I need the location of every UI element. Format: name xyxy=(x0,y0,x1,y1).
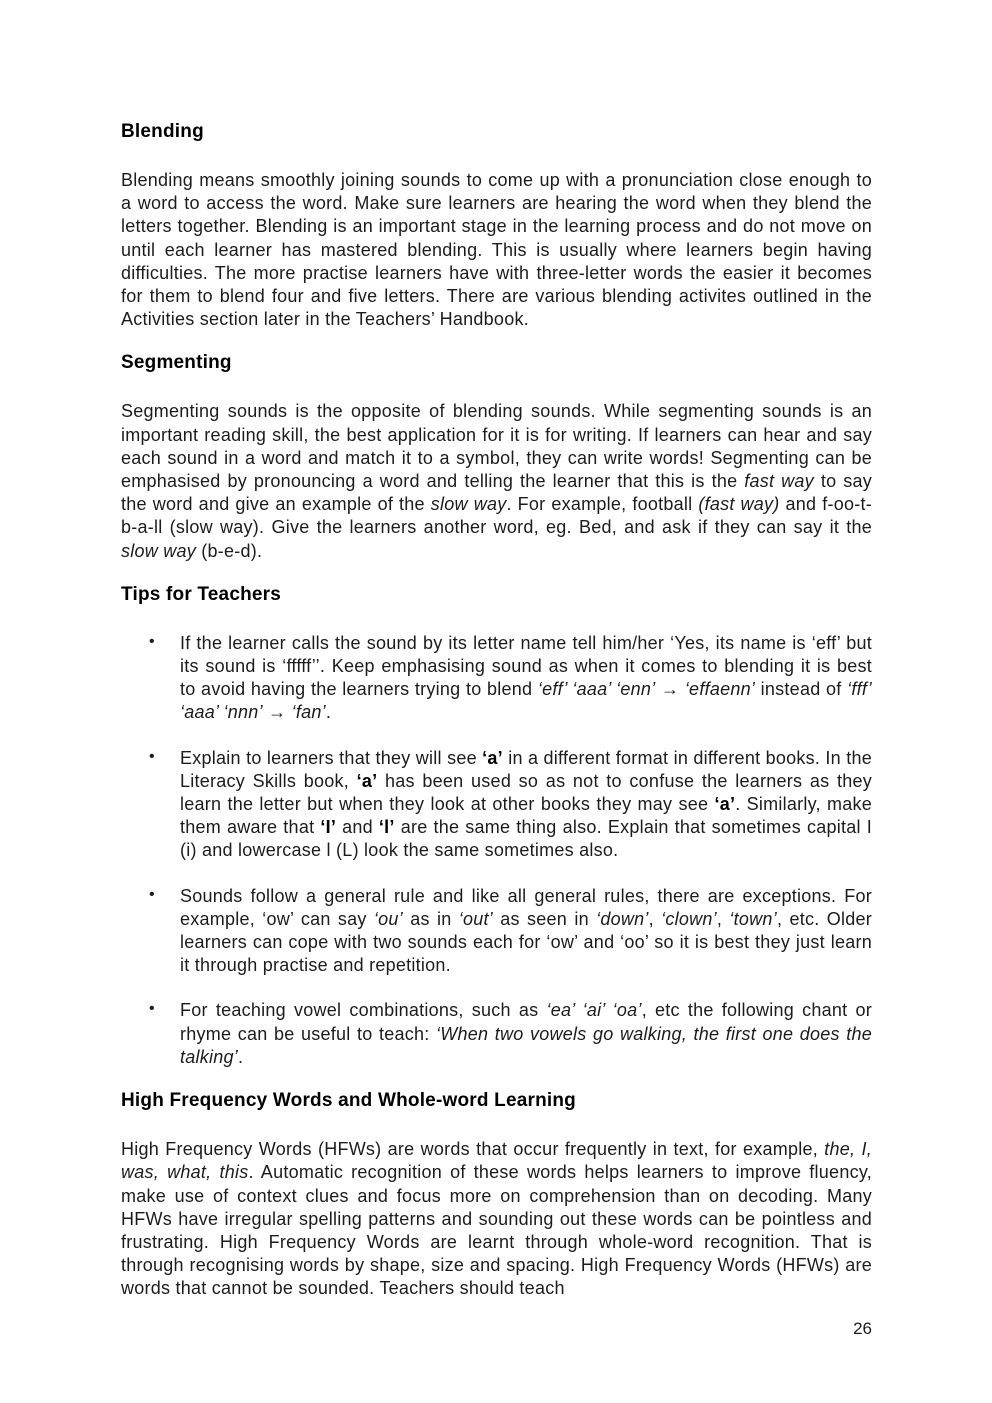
text-run: to say the word and give an example of the xyxy=(121,471,872,515)
text-run: ‘eff’ ‘aaa’ ‘enn’ xyxy=(537,679,656,700)
bullet-text xyxy=(180,885,872,978)
bullet-icon: • xyxy=(149,1000,155,1018)
section-heading-segmenting: Segmenting xyxy=(121,352,232,374)
section-heading-tips-for-teachers: Tips for Teachers xyxy=(121,583,282,605)
section-heading-blending: Blending xyxy=(121,121,204,142)
text-run: ‘down’ xyxy=(596,908,649,929)
text-run: , etc. Older learners can cope with two sounds each for ‘ow’ and ‘oo’ so it is best they just learn it through practise and repetition. xyxy=(180,908,872,976)
text-run: ‘a’ xyxy=(714,794,736,815)
page-number: 26 xyxy=(853,1319,872,1338)
text-run: , xyxy=(648,908,662,929)
text-run: . Automatic recognition of these words helps learners to improve fluency, make use of context clues and focus more on comprehension than on decoding. Many HFWs have irregular spelling patterns and sounding out these words can be pointless and frustrating. High Frequency Words are learnt through whole-word recognition. That is through recognising words by shape, size and spacing. High Frequency Words (HFWs) are words that cannot be sounded. Teachers should teach xyxy=(121,1162,872,1299)
text-run: ‘ea’ ‘ai’ ‘oa’ xyxy=(546,1000,642,1021)
text-run: are the same thing also. Explain that sometimes capital I (i) and lowercase l (L) look the same sometimes also. xyxy=(180,817,872,861)
document-content xyxy=(121,120,872,1301)
bullet-item xyxy=(121,632,872,725)
text-run: ‘a’ xyxy=(356,770,378,791)
text-run: the, I, was, what, this xyxy=(121,1139,872,1183)
text-run: ‘ou’ xyxy=(373,908,403,929)
text-run: ‘When two vowels go walking, the first one does the talking’ xyxy=(180,1023,873,1067)
text-run: Explain to learners that they will see xyxy=(180,747,483,768)
text-run: ‘l’ xyxy=(378,817,395,838)
text-run: ‘effaenn’ xyxy=(684,679,756,700)
text-run: . For example, football xyxy=(506,494,699,515)
text-run: (fast way) xyxy=(698,494,780,515)
text-run: Sounds follow a general rule and like all general rules, there are exceptions. For example, ‘ow’ can say xyxy=(180,885,872,929)
bullet-item xyxy=(121,885,872,978)
text-run: For teaching vowel combinations, such as xyxy=(180,1000,547,1021)
text-run: ‘fan’ xyxy=(291,702,326,723)
text-run: as seen in xyxy=(493,908,597,929)
bullet-text xyxy=(180,999,872,1069)
paragraph xyxy=(121,169,872,331)
text-run: , etc the following chant or rhyme can be useful to teach: xyxy=(180,1000,873,1044)
text-run: . xyxy=(238,1046,244,1067)
text-run: High Frequency Words (HFWs) are words that occur frequently in text, for example, xyxy=(121,1139,825,1160)
text-run: ‘fff’ ‘aaa’ ‘nnn’ xyxy=(180,679,872,723)
bullet-item xyxy=(121,747,872,863)
bullet-icon: • xyxy=(149,885,155,903)
text-run: . Similarly, make them aware that xyxy=(180,794,873,838)
text-run: ‘a’ xyxy=(482,747,503,768)
text-run: has been used so as not to confuse the learners as they learn the letter but when they look at other books they may see xyxy=(180,770,872,815)
text-run: . xyxy=(325,702,332,723)
text-run: ‘out’ xyxy=(458,908,494,929)
paragraph xyxy=(121,400,872,562)
section-heading-high-frequency-words: High Frequency Words and Whole-word Learning xyxy=(121,1090,576,1112)
text-run: → xyxy=(262,702,292,723)
text-run: ‘clown’ xyxy=(661,908,717,929)
text-run: Blending means smoothly joining sounds to come up with a pronunciation close enough to a word to access the word. Make sure learners are hearing the word when they blend the letters together. Blending is an important stage in the learning process and do not move on until each learner has mastered blending. This is usually where learners begin having difficulties. The more practise learners have with three-letter words the easier it becomes for them to blend four and five letters. There are various blending activites outlined in the Activities section later in the Teachers’ Handbook. xyxy=(121,170,872,330)
bullet-item xyxy=(121,999,872,1069)
bullet-text xyxy=(180,632,872,725)
text-run: (b-e-d). xyxy=(196,540,263,561)
text-run: slow way xyxy=(121,540,197,561)
text-run: Segmenting sounds is the opposite of blending sounds. While segmenting sounds is an important reading skill, the best application for it is for writing. If learners can hear and say each sound in a word and match it to a symbol, they can write words! Segmenting can be emphasised by pronouncing a word and telling the learner that this is the xyxy=(121,401,872,492)
text-run: → xyxy=(655,679,685,700)
bullet-text xyxy=(180,747,872,863)
text-run: as in xyxy=(402,908,459,929)
text-run: instead of xyxy=(755,679,848,700)
bullet-icon: • xyxy=(149,632,155,650)
text-run: ‘town’ xyxy=(729,908,777,929)
paragraph xyxy=(121,1138,872,1300)
bullet-icon: • xyxy=(149,747,155,765)
text-run: , xyxy=(716,908,730,929)
text-run: fast way xyxy=(744,471,814,492)
text-run: slow way xyxy=(430,494,507,515)
text-run: ‘I’ xyxy=(320,817,337,838)
text-run: and f-oo-t-b-a-ll (slow way). Give the learners another word, eg. Bed, and ask if they can say it the xyxy=(121,494,872,538)
text-run: and xyxy=(336,817,379,838)
text-run: If the learner calls the sound by its letter name tell him/her ‘Yes, its name is ‘eff’ but its sound is ‘fffff’’. Keep emphasising sound as when it comes to blending it is best to avoid having the learners trying to blend xyxy=(180,632,872,700)
text-run: in a different format in different books. In the Literacy Skills book, xyxy=(180,747,873,791)
